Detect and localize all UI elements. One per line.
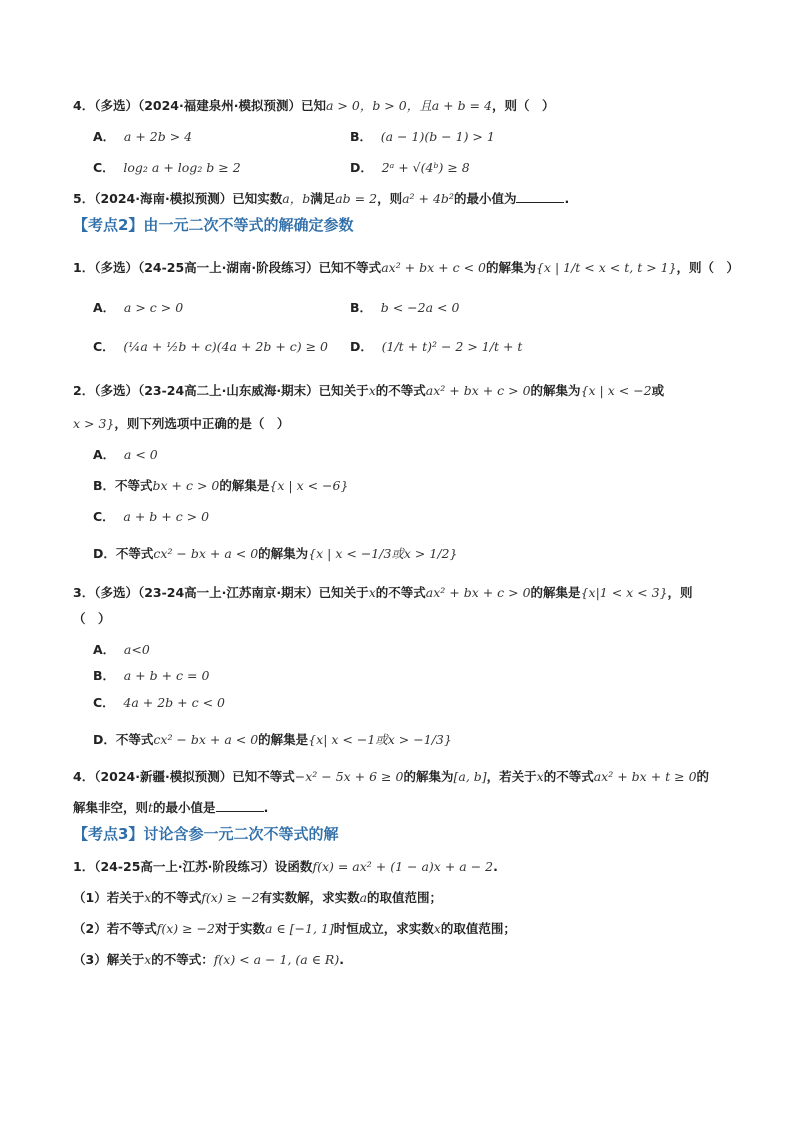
- question-4-condition: a > 0，b > 0，且a + b = 4: [326, 98, 492, 113]
- s2q1-option-c: C． (¼a + ½b + c)(4a + 2b + c) ≥ 0: [93, 339, 329, 354]
- section-2-question-4-line-2: 解集非空，则t的最小值是 .: [73, 800, 269, 815]
- option-a-math: a + 2b > 4: [123, 129, 193, 144]
- question-4-option-c: C． log₂ a + log₂ b ≥ 2: [93, 160, 241, 175]
- s2q3-option-b: B． a + b + c = 0: [93, 668, 210, 683]
- question-4-option-d: D． 2ᵃ + √(4ᵇ) ≥ 8: [350, 160, 470, 175]
- question-4-prefix: 4．（多选）（2024·福建泉州·模拟预测）已知: [73, 98, 326, 113]
- answer-blank: [216, 799, 264, 812]
- s2q3-option-a: A． a<0: [93, 642, 150, 657]
- section-2-question-3-line-2: （ ）: [73, 611, 111, 626]
- s2q1-option-b: B． b < −2a < 0: [350, 300, 460, 315]
- section-3-part-3: （3）解关于x的不等式：f(x) < a − 1, (a ∈ R).: [73, 952, 344, 967]
- section-3-question-1: 1．（24-25高一上·江苏·阶段练习）设函数f(x) = ax² + (1 − a)x + a − 2.: [73, 859, 498, 874]
- section-3-part-2: （2）若不等式f(x) ≥ −2对于实数a ∈ [−1, 1]时恒成立，求实数x的取值范围；: [73, 921, 516, 936]
- option-b-math: (a − 1)(b − 1) > 1: [380, 129, 495, 144]
- s2q3-option-c: C． 4a + 2b + c < 0: [93, 695, 225, 710]
- section-3-heading: 【考点3】讨论含参一元二次不等式的解: [73, 825, 339, 843]
- s2q2-option-d: D．不等式cx² − bx + a < 0的解集为{x | x < −1/3或x > 1/2}: [93, 546, 458, 561]
- s2q3-option-d: D．不等式cx² − bx + a < 0的解集是{x| x < −1或x > −1/3}: [93, 732, 452, 747]
- question-5: 5．（2024·海南·模拟预测）已知实数a，b满足ab = 2，则a² + 4b²的最小值为 .: [73, 191, 570, 206]
- question-4-option-b: B． (a − 1)(b − 1) > 1: [350, 129, 495, 144]
- section-3-part-1: （1）若关于x的不等式f(x) ≥ −2有实数解，求实数a的取值范围；: [73, 890, 443, 905]
- option-c-math: log₂ a + log₂ b ≥ 2: [123, 160, 241, 175]
- question-4: [73, 96, 554, 114]
- s2q1-option-d: D． (1/t + t)² − 2 > 1/t + t: [350, 339, 523, 354]
- s2q2-option-b: B．不等式bx + c > 0的解集是{x | x < −6}: [93, 478, 349, 493]
- section-2-heading: 【考点2】由一元二次不等式的解确定参数: [73, 216, 354, 234]
- section-2-question-3: 3．（多选）（23-24高一上·江苏南京·期末）已知关于x的不等式ax² + bx + c > 0的解集是{x|1 < x < 3}，则: [73, 585, 693, 600]
- s2q1-option-a: A． a > c > 0: [93, 300, 184, 315]
- question-4-option-a: A． a + 2b > 4: [93, 129, 193, 144]
- s2q2-option-a: A． a < 0: [93, 447, 158, 462]
- section-2-question-2-line-2: x > 3}，则下列选项中正确的是（ ）: [73, 416, 290, 431]
- section-2-question-1: 1．（多选）（24-25高一上·湖南·阶段练习）已知不等式ax² + bx + c < 0的解集为{x | 1/t < x < t, t > 1}，则（ ）: [73, 260, 740, 275]
- s2q2-option-c: C． a + b + c > 0: [93, 509, 210, 524]
- section-2-question-4: 4．（2024·新疆·模拟预测）已知不等式−x² − 5x + 6 ≥ 0的解集为[a, b]，若关于x的不等式ax² + bx + t ≥ 0的: [73, 769, 710, 784]
- option-d-math: 2ᵃ + √(4ᵇ) ≥ 8: [381, 160, 470, 175]
- answer-blank: [516, 190, 564, 203]
- section-2-question-2: 2．（多选）（23-24高二上·山东威海·期末）已知关于x的不等式ax² + bx + c > 0的解集为{x | x < −2或: [73, 383, 665, 398]
- question-4-suffix: ，则（ ）: [491, 98, 555, 113]
